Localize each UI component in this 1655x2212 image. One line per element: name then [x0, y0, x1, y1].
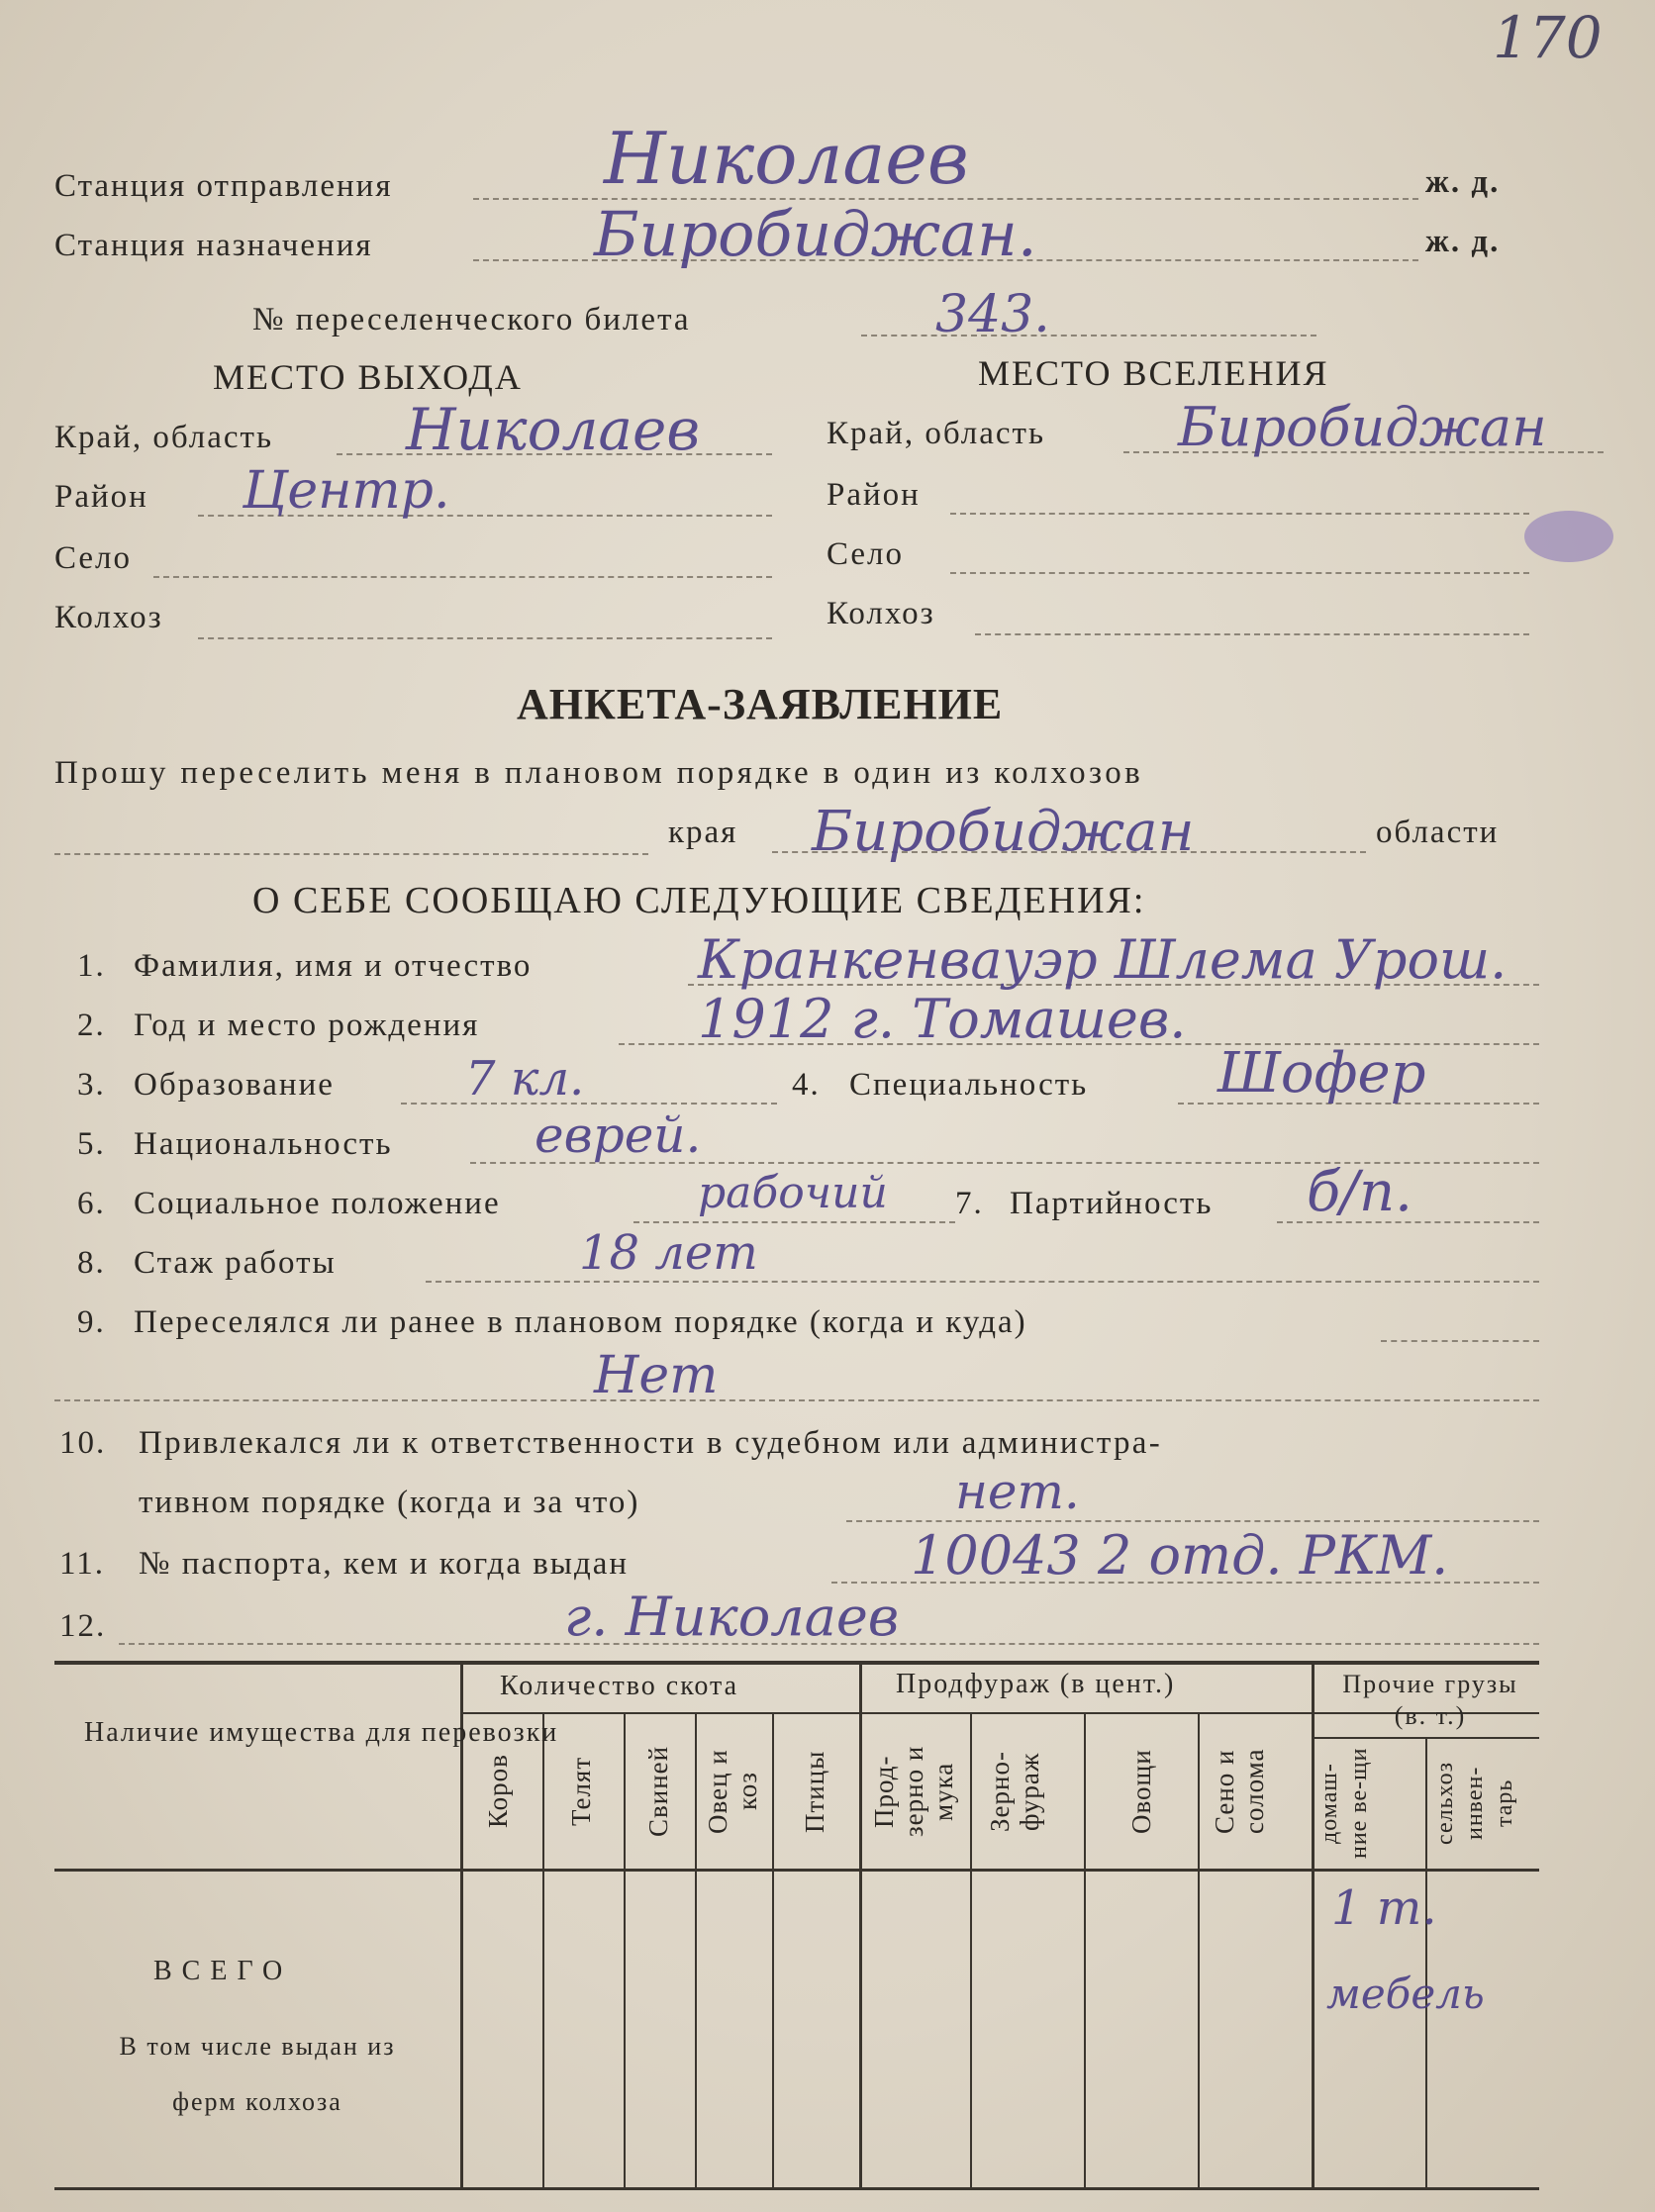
col-poultry: Птицы — [800, 1750, 829, 1833]
q4-number: 4. — [792, 1067, 821, 1103]
settlement-region-label: Край, область — [827, 416, 1046, 451]
sub-sep-6 — [1084, 1714, 1086, 2189]
q9-answer-line — [54, 1399, 1539, 1401]
col-hay-straw: Сено и солома — [1210, 1748, 1269, 1835]
destination-station-label: Станция назначения — [54, 228, 373, 263]
col-calves: Телят — [566, 1756, 596, 1827]
row-header-text: Наличие имущества для перевозки — [84, 1717, 559, 1748]
q3-number: 3. — [77, 1067, 106, 1103]
q2-label: Год и место рождения — [134, 1008, 480, 1043]
sub-sep-3 — [695, 1714, 697, 2189]
table-header-bottom-border — [54, 1869, 1539, 1872]
form-title: АНКЕТА-ЗАЯВЛЕНИЕ — [517, 680, 1004, 728]
about-heading: О СЕБЕ СООБЩАЮ СЛЕДУЮЩИЕ СВЕДЕНИЯ: — [252, 880, 1146, 921]
q10-line — [846, 1520, 1539, 1522]
col-sep-2 — [859, 1663, 862, 2189]
q10-value: нет. — [955, 1463, 1080, 1520]
sub-sep-4 — [772, 1714, 774, 2189]
q10-number: 10. — [59, 1425, 107, 1461]
ticket-number: 343. — [935, 285, 1050, 344]
departure-station-label: Станция отправления — [54, 168, 393, 204]
origin-village-label: Село — [54, 540, 133, 576]
q5-number: 5. — [77, 1126, 106, 1162]
col-agri-inventory: сельхоз инвен-тарь — [1432, 1761, 1517, 1846]
origin-kolkhoz-label: Колхоз — [54, 600, 163, 635]
destination-station-value: Биробиджан. — [594, 198, 1037, 270]
q11-label: № паспорта, кем и когда выдан — [139, 1546, 630, 1582]
kray-value: Биробиджан — [812, 800, 1195, 864]
settlement-district-label: Район — [827, 477, 921, 513]
q2-number: 2. — [77, 1008, 106, 1043]
other-header: Прочие грузы (в. т.) — [1342, 1670, 1518, 1730]
archive-number: 170 — [1493, 4, 1603, 71]
q4-label: Специальность — [849, 1067, 1089, 1103]
q1-label: Фамилия, имя и отчество — [134, 948, 533, 984]
settlement-village-label: Село — [827, 536, 905, 572]
q4-value: Шофер — [1217, 1041, 1426, 1106]
q9-line-end — [1381, 1340, 1539, 1342]
col-grain-fodder: Зерно-фураж — [985, 1751, 1044, 1832]
sub-sep-1 — [542, 1714, 544, 2189]
q12-number: 12. — [59, 1608, 107, 1644]
issued-label: В том числе выдан из ферм колхоза — [119, 2032, 396, 2116]
fodder-header: Продфураж (в цент.) — [896, 1669, 1176, 1699]
ticket-line — [861, 335, 1316, 337]
q6-number: 6. — [77, 1186, 106, 1221]
q7-label: Партийность — [1010, 1186, 1214, 1221]
request-line-left — [54, 853, 648, 855]
q10-label-line2: тивном порядке (когда и за что) — [139, 1485, 640, 1520]
sub-sep-2 — [624, 1714, 626, 2189]
q1-number: 1. — [77, 948, 106, 984]
q12-value: г. Николаев — [564, 1586, 900, 1648]
destination-rail-suffix: ж. д. — [1425, 224, 1501, 259]
origin-kolkhoz-line — [198, 637, 772, 639]
col-cows: Коров — [483, 1754, 513, 1829]
q8-number: 8. — [77, 1245, 106, 1281]
oblast-label: области — [1376, 815, 1500, 850]
q7-number: 7. — [955, 1186, 984, 1221]
settlement-kolkhoz-line — [975, 633, 1529, 635]
request-text: Прошу переселить меня в плановом порядке в один из колхозов — [54, 755, 1144, 791]
sub-sep-8 — [1425, 1739, 1427, 2189]
q9-value: Нет — [594, 1346, 719, 1405]
household-value: 1 т. — [1331, 1880, 1437, 1936]
table-top-border — [54, 1661, 1539, 1665]
col-sep-3 — [1312, 1663, 1314, 2189]
table-bottom-border — [54, 2187, 1539, 2190]
q5-label: Национальность — [134, 1126, 393, 1162]
q6-value: рабочий — [698, 1168, 888, 1218]
origin-village-line — [153, 576, 772, 578]
q10-label-line1: Привлекался ли к ответственности в судебном или администра- — [139, 1425, 1162, 1461]
col-pigs: Свиней — [643, 1745, 673, 1838]
q8-value: 18 лет — [579, 1225, 758, 1281]
livestock-header: Количество скота — [500, 1671, 739, 1701]
q2-value: 1912 г. Томашев. — [698, 988, 1187, 1050]
origin-region-value: Николаев — [406, 396, 701, 463]
settlement-region-value: Биробиджан — [1178, 396, 1547, 458]
departure-rail-suffix: ж. д. — [1425, 164, 1501, 200]
col-grain-flour: Прод-зерно и мука — [869, 1745, 958, 1838]
sub-sep-7 — [1198, 1714, 1200, 2189]
settlement-village-line — [950, 572, 1529, 574]
sub-sep-5 — [970, 1714, 972, 2189]
q8-label: Стаж работы — [134, 1245, 337, 1281]
col-sheep-goats: Овец и коз — [703, 1749, 762, 1834]
q9-label: Переселялся ли ранее в плановом порядке (когда и куда) — [134, 1304, 1027, 1340]
total-label: ВСЕГО — [153, 1956, 293, 1986]
q5-value: еврей. — [535, 1106, 702, 1164]
col-vegetables: Овощи — [1126, 1749, 1156, 1834]
q1-value: Кранкенвауэр Шлема Урош. — [698, 928, 1508, 991]
q3-value: 7 кл. — [465, 1051, 585, 1106]
col-household: домаш-ние ве-щи — [1316, 1747, 1372, 1860]
q11-number: 11. — [59, 1546, 106, 1582]
settlement-heading: МЕСТО ВСЕЛЕНИЯ — [978, 353, 1329, 393]
settlement-kolkhoz-label: Колхоз — [827, 596, 935, 631]
origin-district-label: Район — [54, 479, 148, 515]
q3-line — [401, 1103, 777, 1105]
origin-heading: МЕСТО ВЫХОДА — [213, 357, 523, 397]
origin-region-label: Край, область — [54, 420, 274, 455]
q9-number: 9. — [77, 1304, 106, 1340]
kray-label: края — [668, 815, 738, 850]
household-note: мебель — [1326, 1970, 1485, 2018]
ink-stamp-blot — [1524, 511, 1613, 562]
origin-district-value: Центр. — [243, 461, 450, 521]
departure-station-value: Николаев — [604, 117, 969, 200]
settlement-district-line — [950, 513, 1529, 515]
q7-value: б/п. — [1307, 1160, 1412, 1224]
q6-label: Социальное положение — [134, 1186, 501, 1221]
q8-line — [426, 1281, 1539, 1283]
q6-line — [633, 1221, 955, 1223]
q3-label: Образование — [134, 1067, 335, 1103]
q11-value: 10043 2 отд. РКМ. — [911, 1524, 1449, 1587]
ticket-label: № переселенческого билета — [252, 302, 691, 337]
